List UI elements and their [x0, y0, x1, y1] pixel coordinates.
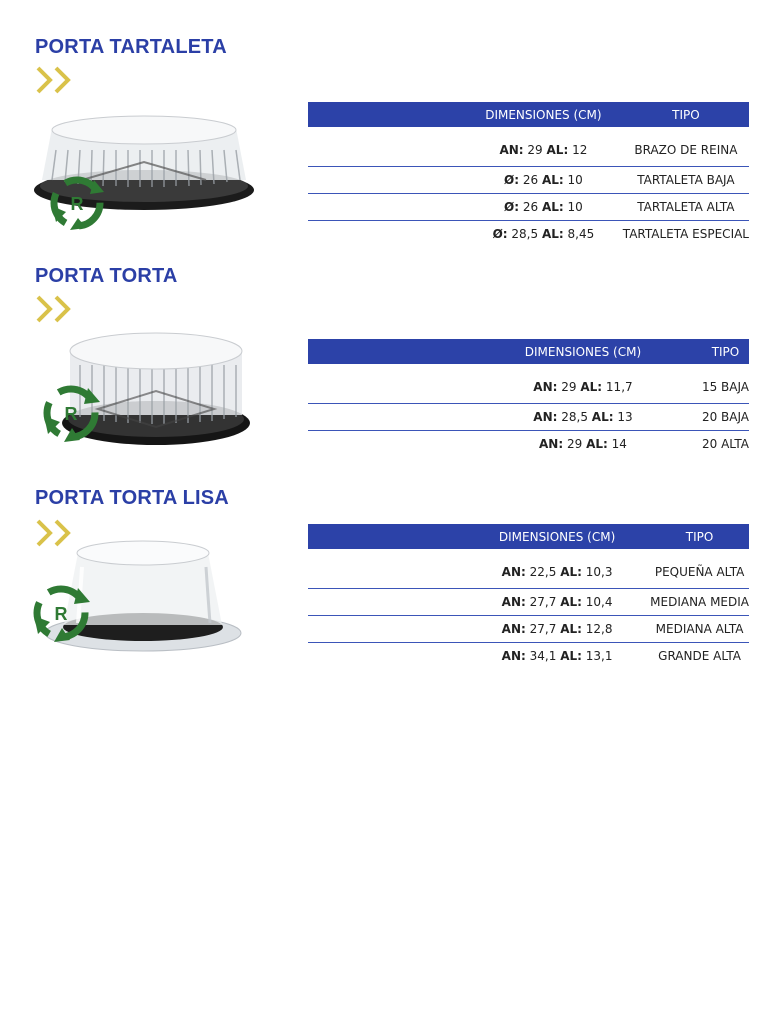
table-row	[308, 127, 749, 167]
dimension-cell: AN: 34,1 AL: 13,1	[501, 649, 613, 663]
recycle-r-icon	[46, 172, 108, 234]
table-row	[308, 589, 749, 616]
dimension-cell: AN: 28,5 AL: 13	[308, 404, 702, 431]
type-cell: TARTALETA ESPECIAL	[622, 227, 749, 241]
dimension-cell: AN: 22,5 AL: 10,3	[308, 549, 650, 589]
header-type: TIPO	[623, 102, 749, 127]
header-type: TIPO	[702, 339, 749, 364]
table-header-row	[308, 339, 749, 364]
table-header-row	[308, 524, 749, 549]
table-header-row	[308, 102, 749, 127]
dimension-cell: AN: 27,7 AL: 10,4	[308, 589, 650, 616]
recycle-letter: R	[70, 194, 84, 214]
type-cell: MEDIANA ALTA	[650, 616, 749, 643]
double-chevron-right-icon	[36, 66, 76, 94]
type-cell: PEQUEÑA ALTA	[650, 549, 749, 589]
table-row	[308, 643, 749, 670]
table-row	[308, 364, 749, 404]
table-row	[308, 549, 749, 589]
header-dimensions: DIMENSIONES (CM)	[308, 339, 702, 364]
dimension-cell: AN: 29 AL: 11,7	[308, 364, 702, 404]
recycle-r-icon	[38, 380, 104, 446]
type-cell: 20 BAJA	[702, 404, 749, 431]
type-cell: 20 ALTA	[702, 437, 749, 451]
dimension-cell: AN: 29 AL: 12	[308, 127, 623, 167]
type-cell: BRAZO DE REINA	[623, 127, 749, 167]
table-row	[308, 194, 749, 221]
type-cell: GRANDE ALTA	[658, 649, 741, 663]
spec-table-torta	[308, 339, 749, 457]
dimension-cell: AN: 27,7 AL: 12,8	[308, 616, 650, 643]
dimension-cell: Ø: 26 AL: 10	[308, 167, 623, 194]
type-cell: MEDIANA MEDIA	[650, 589, 749, 616]
table-row	[308, 167, 749, 194]
dimension-cell: Ø: 28,5 AL: 8,45	[492, 227, 595, 241]
table-row	[308, 616, 749, 643]
recycle-letter: R	[64, 404, 78, 424]
table-row	[308, 221, 749, 248]
type-cell: TARTALETA BAJA	[623, 167, 749, 194]
section-title: PORTA TARTALETA	[35, 36, 227, 58]
header-dimensions: DIMENSIONES (CM)	[308, 524, 650, 549]
recycle-r-icon	[28, 580, 94, 646]
spec-table-torta-lisa	[308, 524, 749, 669]
type-cell: TARTALETA ALTA	[623, 194, 749, 221]
dimension-cell: AN: 29 AL: 14	[539, 437, 627, 451]
spec-table-tartaleta	[308, 102, 749, 247]
section-title: PORTA TORTA LISA	[35, 487, 229, 509]
table-row	[308, 404, 749, 431]
header-type: TIPO	[650, 524, 749, 549]
recycle-letter: R	[54, 604, 68, 624]
header-dimensions: DIMENSIONES (CM)	[308, 102, 623, 127]
type-cell: 15 BAJA	[702, 364, 749, 404]
double-chevron-right-icon	[36, 295, 76, 323]
dimension-cell: Ø: 26 AL: 10	[308, 194, 623, 221]
section-title: PORTA TORTA	[35, 265, 178, 287]
table-row	[308, 431, 749, 458]
